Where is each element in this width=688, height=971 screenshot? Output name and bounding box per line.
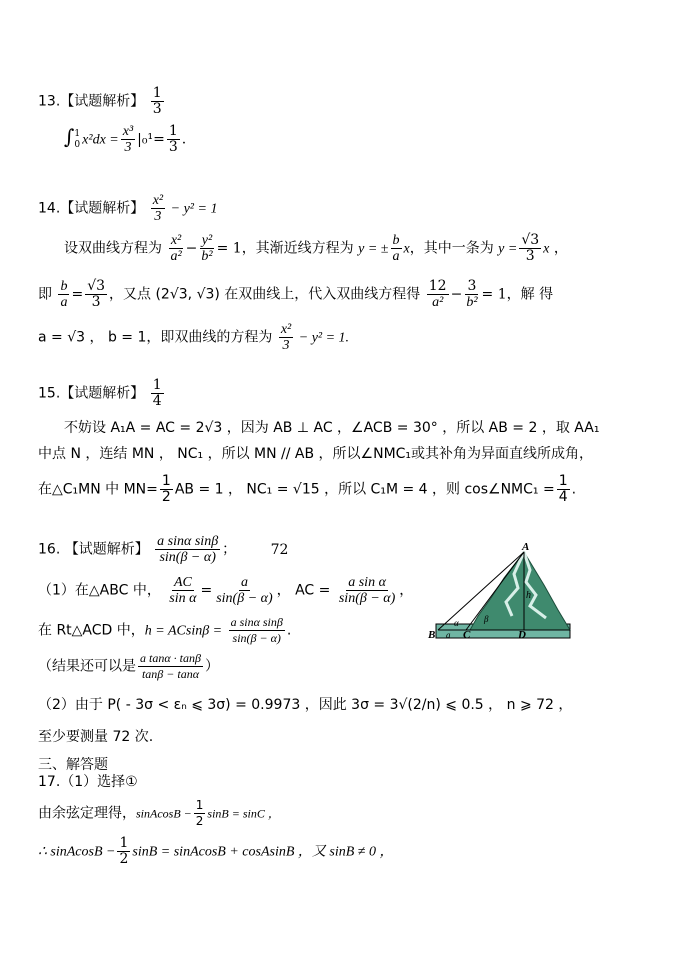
label-C: C [463,629,471,641]
problem-13-answer: $\frac{1}{3}$ [152,85,162,117]
problem-13-integral: ∫ 1 0 x²dx = $\frac{\text{x³}}{3}$ |₀¹= $\frac{1}{3}$ . [64,123,187,155]
mountain-diagram [426,540,576,644]
problem-14-label: 14.【试题解析】 [38,200,145,217]
section-heading: 三、解答题 [38,757,108,773]
label-beta: β [484,614,489,624]
problem-14-line-1: 设双曲线方程为 $\frac{\text{x²}}{\text{a²}}$ − $\frac{\text{y²}}{\text{b²}}$ = 1，其渐近线方程为 y = ± $\frac{b}{a}$ x，其中一条为 y = $\frac{√3}{3}$ x ， [64,232,568,264]
problem-14-header: 14.【试题解析】 $\frac{\text{x²}}{3}$ − y² = 1 [38,193,218,224]
problem-16-line-1: （1）在△ABC 中， $\frac{AC}{\text{sin α}}$ = $\frac{a}{\sin(\beta - \alpha)}$ ， AC = $\frac{\text{a sin α}}{\sin(\beta - \alpha)}$ ， [38,575,414,606]
problem-16-line-2: 在 Rt△ACD 中，h = ACsinβ = $\frac{\text{a sinα sinβ}}{\sin(\beta - \alpha)}$ . [38,615,292,645]
problem-16-line-5: 至少要测量 72 次. [38,729,154,745]
problem-14-line-3: a = √3 ， b = 1，即双曲线的方程为 $\frac{\text{x²}}{3}$ − y² = 1. [38,322,350,353]
problem-17-header: 17.（1）选择① [38,774,138,790]
problem-17-line-1: 由余弦定理得，sinAcosB − $\frac{1}{2}$ sinB = sinC ， [38,798,280,828]
problem-15-line-2: 中点 N ，连结 MN ， NC₁ ，所以 MN // AB ，所以∠NMC₁或其补角为异面直线所成角， [38,446,594,462]
problem-15-header: 15.【试题解析】 $\frac{1}{4}$ [38,377,162,409]
problem-16-line-3: （结果还可以是 $\frac{\text{a tanα · tanβ}}{\tan\beta - \tan\alpha}$ ） [38,651,219,681]
problem-15-line-1: 不妨设 A₁A = AC = 2√3 ，因为 AB ⊥ AC ，∠ACB = 30° ，所以 AB = 2 ，取 AA₁ [64,420,600,436]
problem-15-line-3: 在△C₁MN 中 MN= $\frac{1}{2}$ AB = 1 ， NC₁ = √15 ，所以 C₁M = 4 ，则 cos∠NMC₁ = $\frac{1}{4}$ . [38,473,577,505]
problem-16-line-4: （2）由于 P( - 3σ < εₙ ⩽ 3σ) = 0.9973 ，因此 3σ = 3√(2/n) ⩽ 0.5 ， n ⩾ 72 ， [38,697,573,713]
problem-13-header [38,86,166,117]
label-h: h [526,590,531,601]
label-B: B [428,629,436,641]
label-a: a [446,630,451,640]
mountain-figure [426,540,576,648]
problem-17-line-2: ∴ sinAcosB − $\frac{1}{2}$ sinB = sinAcosB + cosAsinB ，又 sinB ≠ 0 ， [38,835,394,867]
problem-16-label: 16. 【试题解析】 [38,541,149,558]
problem-14-line-2: 即 $\frac{b}{a}$ = $\frac{√3}{3}$ ，又点 (2√3, √3) 在双曲线上，代入双曲线方程得 $\frac{12}{\text{a²}}$ − $\frac{3}{\text{b²}}$ = 1，解 得 [38,278,554,310]
problem-16-header: 16. 【试题解析】 $\frac{\text{a sinα sinβ}}{\sin(\beta - \alpha)}$ ； 72 [38,534,289,565]
label-alpha: α [454,618,459,628]
problem-13-label: 13.【试题解析】 [38,93,145,110]
label-A: A [522,541,530,553]
problem-15-label: 15.【试题解析】 [38,385,145,402]
integral-sign: ∫ [64,124,75,149]
label-D: D [518,629,526,641]
